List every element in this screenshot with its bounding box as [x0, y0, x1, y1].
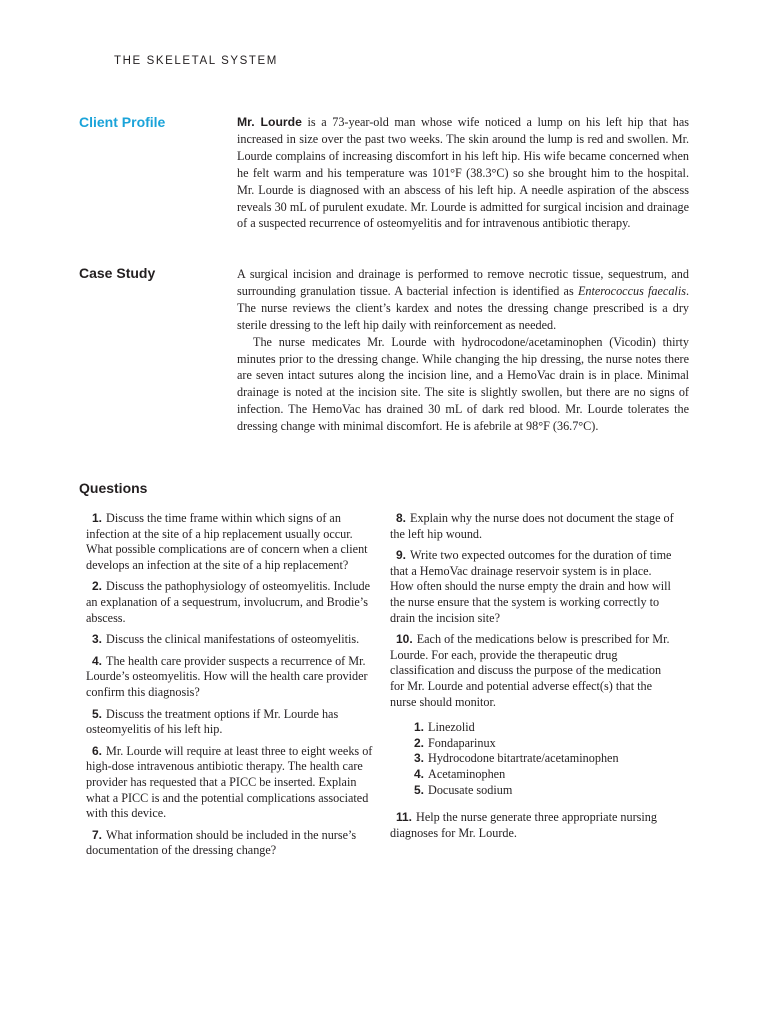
medication-item: [414, 767, 677, 783]
question-number: 1.: [92, 511, 103, 525]
question-item: [390, 810, 677, 841]
medication-item: [414, 736, 677, 752]
case-study-paragraph-1: [237, 266, 689, 334]
medication-name: Fondaparinux: [428, 735, 496, 750]
question-number: 6.: [92, 743, 103, 758]
question-text: What information should be included in the nurse’s documentation of the dressing change?: [86, 827, 357, 858]
question-number: 7.: [92, 827, 103, 842]
medication-number: 2.: [414, 735, 425, 750]
medication-number: 1.: [414, 720, 425, 735]
questions-title: Questions: [79, 480, 148, 496]
medication-number: 3.: [414, 751, 425, 766]
question-text: Discuss the time frame within which signs of an infection at the site of a hip replacement usually occur. What possible complications are of concern when a client develops an infection at the site of a hip replacement?: [86, 511, 368, 572]
questions-left-column: [86, 511, 375, 865]
organism-name: Enterococcus faecalis: [577, 283, 686, 298]
question-text: Discuss the clinical manifestations of osteomyelitis.: [106, 632, 360, 647]
question-number: 5.: [92, 706, 103, 721]
medication-name: Acetaminophen: [428, 766, 506, 781]
medication-item: [414, 783, 677, 799]
questions-right-column: [390, 511, 677, 847]
question-number: 11.: [396, 810, 413, 825]
medication-number: 5.: [414, 782, 425, 797]
client-profile-label: Client Profile: [79, 114, 166, 130]
question-text: Write two expected outcomes for the duration of time that a HemoVac drainage reservoir system is in place. How often should the nurse empty the drain and how will the nurse ensure that the system is working correctly to drain the incision site?: [390, 548, 672, 625]
client-name: Mr. Lourde: [237, 115, 302, 129]
question-item: [86, 744, 375, 822]
case-study-paragraph-2: The nurse medicates Mr. Lourde with hydrocodone/acetaminophen (Vicodin) thirty minutes prior to the dressing change. While changing the hip dressing, the nurse notes there are seven intact sutures along the incision line, and a HemoVac drain is in place. Minimal drainage is noted at the incision site. The site is slightly swollen, but there are no signs of infection. The HemoVac has drained 30 mL of dark red blood. Mr. Lourde tolerates the dressing change with minimal discomfort. He is afebrile at 98°F (36.7°C).: [237, 334, 689, 434]
question-number: 3.: [92, 632, 103, 647]
medication-item: [414, 751, 677, 767]
question-item: [86, 707, 375, 738]
question-item: [86, 632, 375, 648]
medication-item: [414, 720, 677, 736]
question-number: 10.: [396, 632, 413, 647]
running-head: THE SKELETAL SYSTEM: [114, 55, 278, 67]
question-text: The health care provider suspects a recurrence of Mr. Lourde’s osteomyelitis. How will the health care provider confirm this diagnosis?: [86, 653, 368, 699]
question-text: Each of the medications below is prescribed for Mr. Lourde. For each, provide the therapeutic drug classification and discuss the purpose of the medication for Mr. Lourde and potential adverse effect(s) that the nurse should monitor.: [390, 632, 670, 709]
medication-name: Hydrocodone bitartrate/acetaminophen: [428, 751, 619, 766]
question-text: Discuss the pathophysiology of osteomyelitis. Include an explanation of a sequestrum, involucrum, and Brodie’s abscess.: [86, 579, 371, 625]
question-number: 4.: [92, 653, 103, 668]
question-item: [86, 511, 375, 573]
question-item: [86, 579, 375, 626]
medication-list: [414, 720, 677, 798]
medication-number: 4.: [414, 766, 425, 781]
medication-name: Docusate sodium: [428, 782, 513, 797]
medication-name: Linezolid: [428, 720, 475, 735]
question-text: Mr. Lourde will require at least three to eight weeks of high-dose intravenous antibiotic therapy. The health care provider has requested that a PICC be inserted. Explain what a PICC is and the potential complications associated with this device.: [86, 743, 373, 821]
client-profile-text: [237, 114, 689, 232]
question-text: Help the nurse generate three appropriate nursing diagnoses for Mr. Lourde.: [390, 810, 657, 840]
question-number: 2.: [92, 579, 103, 594]
question-item: [390, 632, 677, 710]
question-item: [390, 511, 677, 542]
question-item: [86, 828, 375, 859]
case-study-text: [237, 266, 689, 435]
question-text: Explain why the nurse does not document the stage of the left hip wound.: [390, 511, 674, 541]
client-profile-body: is a 73-year-old man whose wife noticed a lump on his left hip that has increased in size over the past two weeks. The skin around the lump is red and swollen. Mr. Lourde complains of increasing discomfort in his left hip. His wife became concerned when he felt warm and his temperature was 101°F (38.3°C) so she brought him to the hospital. Mr. Lourde is diagnosed with an abscess of his left hip. A needle aspiration of the abscess reveals 30 mL of purulent exudate. Mr. Lourde is admitted for surgical incision and drainage of a suspected recurrence of osteomyelitis and for intravenous antibiotic therapy.: [237, 115, 689, 231]
question-text: Discuss the treatment options if Mr. Lourde has osteomyelitis of his left hip.: [86, 706, 339, 737]
question-number: 8.: [396, 511, 407, 525]
question-number: 9.: [396, 548, 407, 563]
case-study-p1-start: A surgical incision and drainage is performed to remove necrotic tissue, sequestrum, and surrounding granulation tissue. A bacterial infection is identified as: [237, 267, 689, 298]
question-item: [86, 654, 375, 701]
question-item: [390, 548, 677, 626]
case-study-label: Case Study: [79, 265, 156, 281]
case-study-p1-end: . The nurse reviews the client’s kardex and notes the dressing change prescribed is a dry sterile dressing to the left hip daily with reinforcement as needed.: [237, 283, 689, 332]
